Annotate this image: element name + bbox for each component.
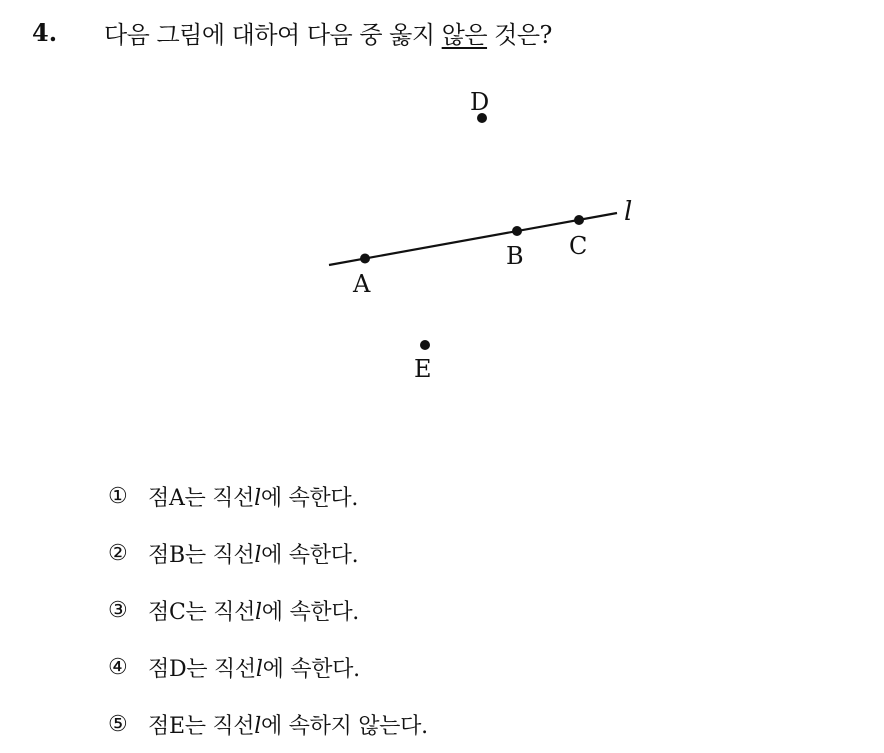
- choice-suffix-3: 에 속한다.: [261, 600, 359, 625]
- point-e: [420, 340, 430, 350]
- choice-line-1: l: [254, 486, 261, 511]
- choice-marker-1: ①: [108, 484, 128, 509]
- choice-prefix-2: 점B는 직선: [148, 543, 255, 568]
- choice-2[interactable]: [108, 525, 428, 582]
- choice-text-1: [148, 481, 358, 512]
- choice-5[interactable]: [108, 696, 428, 753]
- choice-text-5: [148, 709, 428, 740]
- choice-1[interactable]: [108, 468, 428, 525]
- point-label-c: C: [569, 232, 588, 260]
- choice-3[interactable]: [108, 582, 428, 639]
- choice-prefix-4: 점D는 직선: [148, 657, 256, 682]
- choice-suffix-5: 에 속하지 않는다.: [261, 714, 428, 739]
- point-label-b: B: [506, 242, 524, 270]
- question-text-before: 다음 그림에 대하여 다음 중 옳지: [104, 20, 442, 49]
- question-number: 4.: [32, 17, 58, 47]
- point-label-d: D: [470, 88, 490, 116]
- choice-marker-5: ⑤: [108, 712, 128, 737]
- choice-line-2: l: [254, 543, 262, 568]
- choice-text-3: [148, 595, 359, 626]
- point-b: [512, 226, 522, 236]
- point-a: [360, 254, 370, 264]
- choice-prefix-1: 점A는 직선: [148, 486, 255, 511]
- choice-prefix-3: 점C는 직선: [148, 600, 256, 625]
- choice-marker-4: ④: [108, 655, 128, 680]
- choice-prefix-5: 점E는 직선: [148, 714, 255, 739]
- choice-line-4: l: [255, 657, 263, 682]
- question-text-after: 것은?: [487, 20, 552, 49]
- choice-suffix-4: 에 속한다.: [262, 657, 360, 682]
- choice-marker-2: ②: [108, 541, 128, 566]
- point-label-e: E: [414, 355, 432, 383]
- choice-line-5: l: [254, 714, 262, 739]
- point-label-a: A: [353, 270, 371, 298]
- question-text-underlined: 않은: [441, 20, 488, 49]
- choice-suffix-2: 에 속한다.: [261, 543, 359, 568]
- choice-line-3: l: [255, 600, 262, 625]
- choice-text-4: [148, 652, 360, 683]
- choice-suffix-1: 에 속한다.: [260, 486, 359, 511]
- point-c: [574, 215, 584, 225]
- answer-choices: [108, 468, 428, 753]
- line-label-l: l: [624, 197, 633, 227]
- choice-marker-3: ③: [108, 598, 128, 623]
- choice-4[interactable]: [108, 639, 428, 696]
- choice-text-2: [148, 538, 358, 569]
